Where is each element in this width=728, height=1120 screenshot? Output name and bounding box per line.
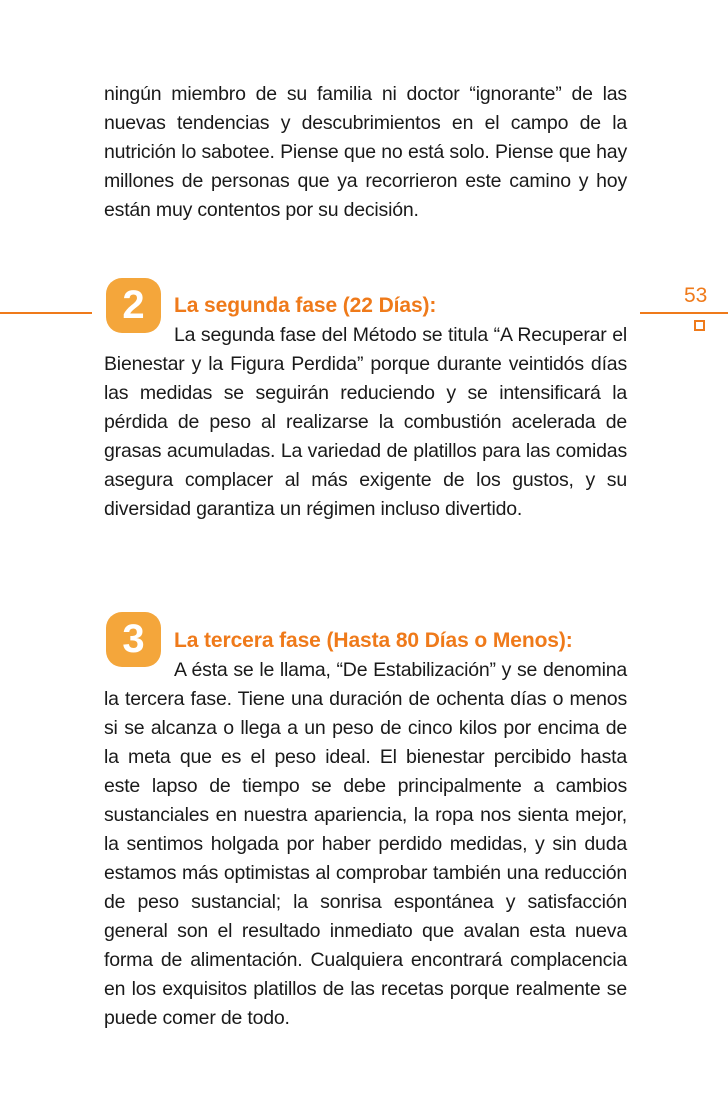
section-2-paragraph [104, 291, 627, 524]
section-2-number-badge: 2 [106, 278, 161, 333]
section-2-heading: La segunda fase (22 Días): [174, 294, 437, 317]
section-3-paragraph [104, 626, 627, 1033]
section-3-number-badge: 3 [106, 612, 161, 667]
section-3-heading: La tercera fase (Hasta 80 Días o Menos): [174, 629, 573, 652]
right-rule [640, 312, 728, 314]
page-number: 53 [684, 284, 708, 307]
left-rule [0, 312, 92, 314]
section-2-body: La segunda fase del Método se titula “A Recuperar el Bienestar y la Figura Perdida” porque durante veintidós días las medidas se seguirán reduciendo y se intensificará la pérdida de peso al realizarse la combustión acelerada de grasas acumuladas. La variedad de platillos para las comidas asegura complacer al más exigente de los gustos, y su diversidad garantiza un régimen incluso divertido. [104, 324, 627, 520]
page-marker-icon [694, 320, 705, 331]
intro-paragraph: ningún miembro de su familia ni doctor “ignorante” de las nuevas tendencias y descubrimientos en el campo de la nutrición lo sabotee. Piense que no está solo. Piense que hay millones de personas que ya recorrieron este camino y hoy están muy contentos por su decisión. [104, 83, 627, 221]
section-3-body: A ésta se le llama, “De Estabilización” y se denomina la tercera fase. Tiene una duración de ochenta días o menos si se alcanza o llega a un peso de cinco kilos por encima de la meta que es el peso ideal. El bienestar percibido hasta este lapso de tiempo se debe principalmente a cambios sustanciales en nuestra apariencia, la ropa nos sienta mejor, la sentimos holgada por haber perdido medidas, y sin duda estamos más optimistas al comprobar también una reducción de peso sustancial; la sonrisa espontánea y satisfacción general son el resultado inmediato que avalan esta nueva forma de alimentación. Cualquiera encontrará complacencia en los exquisitos platillos de las recetas porque realmente se puede comer de todo. [104, 659, 627, 1029]
